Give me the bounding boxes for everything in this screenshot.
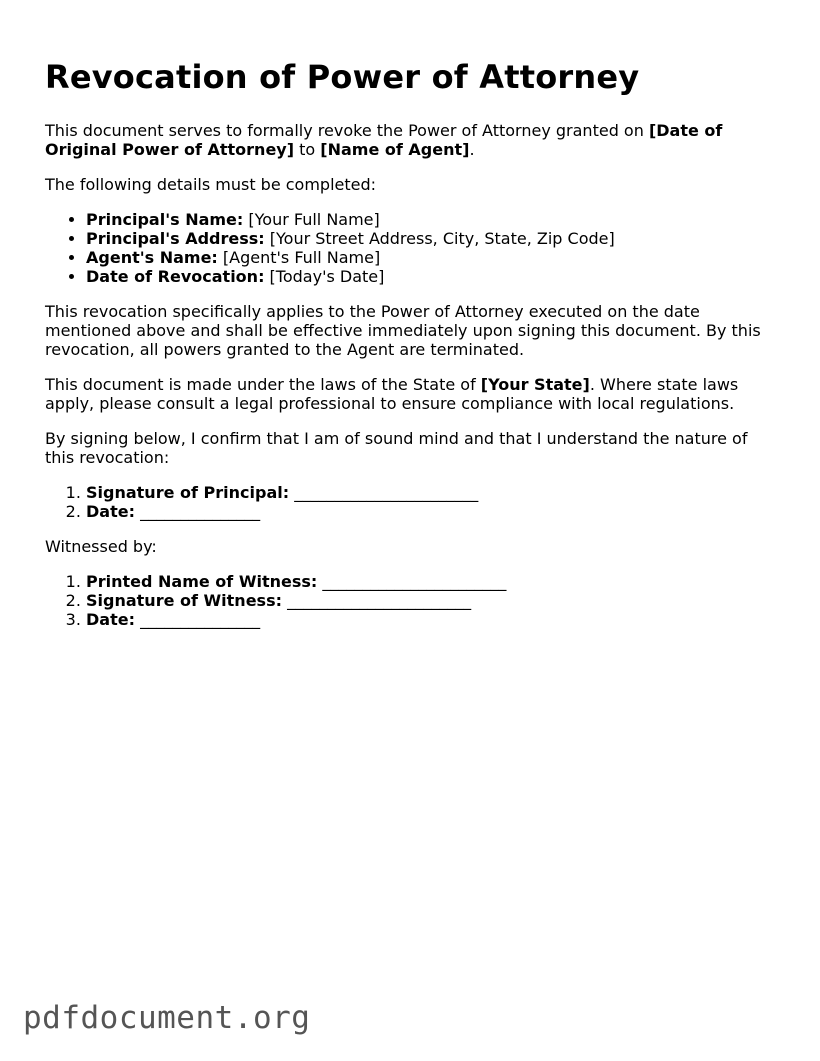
- signature-label: Signature of Principal:: [86, 483, 290, 502]
- watermark: pdfdocument.org: [23, 1000, 311, 1036]
- detail-label: Agent's Name:: [86, 248, 218, 267]
- witness-signature-list: [45, 572, 775, 629]
- witness-printed-name-line: [86, 572, 775, 591]
- signature-blank: _______________________: [317, 572, 507, 591]
- signature-label: Printed Name of Witness:: [86, 572, 318, 591]
- principal-signature-list: [45, 483, 775, 521]
- original-date-placeholder: [Date of Original Power of Attorney]: [45, 121, 723, 159]
- detail-label: Date of Revocation:: [86, 267, 265, 286]
- applies-paragraph: This revocation specifically applies to the Power of Attorney executed on the date mentioned above and shall be effective immediately upon signing this document. By this revocation, all powers granted to the Agent are terminated.: [45, 302, 761, 359]
- signature-blank: _______________: [134, 610, 261, 629]
- details-list: [45, 210, 775, 286]
- detail-value: [Your Full Name]: [243, 210, 380, 229]
- principal-date-line: [86, 502, 775, 521]
- signature-label: Date:: [86, 502, 135, 521]
- details-intro: The following details must be completed:: [45, 175, 377, 194]
- intro-text-3: .: [469, 140, 475, 159]
- intro-text-1: This document serves to formally revoke the Power of Attorney granted on: [45, 121, 649, 140]
- signature-blank: _______________: [134, 502, 261, 521]
- detail-label: Principal's Name:: [86, 210, 244, 229]
- intro-text-2: to: [294, 140, 321, 159]
- document-title: Revocation of Power of Attorney: [45, 58, 640, 96]
- signature-label: Date:: [86, 610, 135, 629]
- detail-agent-name: [86, 248, 775, 267]
- agent-name-placeholder: [Name of Agent]: [320, 140, 470, 159]
- detail-value: [Your Street Address, City, State, Zip Code]: [264, 229, 615, 248]
- laws-text-1: This document is made under the laws of the State of: [45, 375, 481, 394]
- laws-text-2: . Where state laws apply, please consult a legal professional to ensure compliance with local regulations.: [45, 375, 739, 413]
- detail-value: [Today's Date]: [264, 267, 385, 286]
- witnessed-by-label: Witnessed by:: [45, 537, 157, 556]
- witness-signature-line: [86, 591, 775, 610]
- signature-blank: _______________________: [282, 591, 472, 610]
- signature-label: Signature of Witness:: [86, 591, 282, 610]
- detail-label: Principal's Address:: [86, 229, 265, 248]
- state-placeholder: [Your State]: [480, 375, 590, 394]
- detail-principal-address: [86, 229, 775, 248]
- confirm-paragraph: By signing below, I confirm that I am of sound mind and that I understand the nature of this revocation:: [45, 429, 748, 467]
- detail-principal-name: [86, 210, 775, 229]
- witness-date-line: [86, 610, 775, 629]
- detail-revocation-date: [86, 267, 775, 286]
- laws-paragraph: [45, 375, 775, 413]
- detail-value: [Agent's Full Name]: [217, 248, 381, 267]
- signature-blank: _______________________: [289, 483, 479, 502]
- intro-paragraph: [45, 121, 775, 159]
- document-page: [45, 55, 775, 645]
- principal-signature-line: [86, 483, 775, 502]
